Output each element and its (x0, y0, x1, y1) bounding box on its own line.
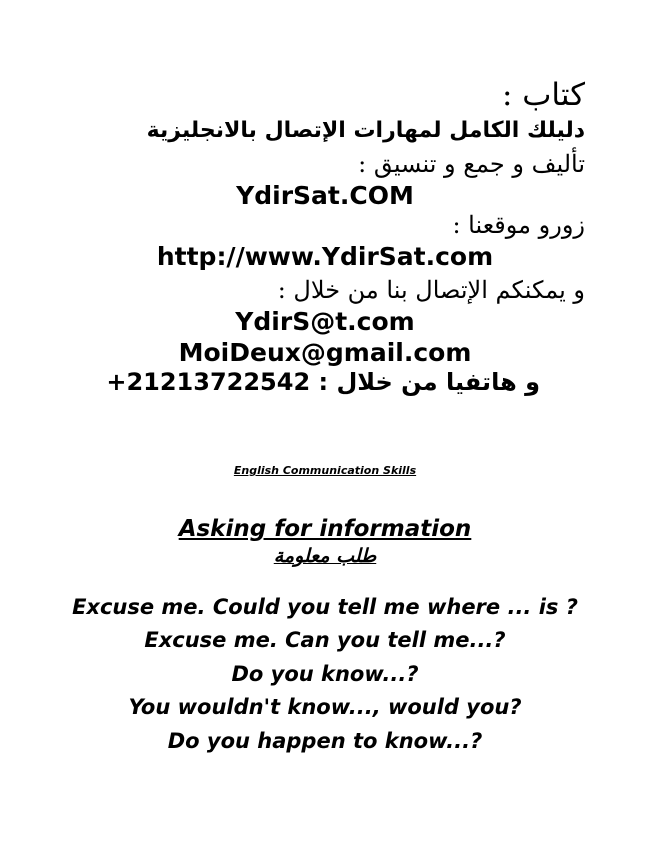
topic-title-arabic: طلب معلومة (273, 545, 377, 567)
book-label: كتاب : (501, 77, 585, 113)
visit-label: زورو موقعنا : (452, 211, 585, 239)
book-title: دليلك الكامل لمهارات الإتصال بالانجليزية (146, 118, 585, 143)
author-label: تأليف و جمع و تنسيق : (358, 150, 585, 178)
contact-label: و يمكنكم الإتصال بنا من خلال : (277, 276, 585, 304)
phrase-item: Do you know...? (231, 662, 419, 686)
phrase-item: Excuse me. Could you tell me where ... is ? (72, 595, 578, 619)
phrase-item: Do you happen to know...? (167, 729, 483, 753)
topic-title-english: Asking for information (178, 516, 472, 542)
phone-line: و هاتفيا من خلال : 21213722542+ (106, 368, 540, 396)
phrase-item: You wouldn't know..., would you? (128, 695, 522, 719)
site-url-link[interactable]: http://www.YdirSat.com (156, 242, 494, 271)
section-title: English Communication Skills (233, 464, 417, 477)
site-name: YdirSat.COM (236, 181, 414, 210)
email-link-secondary[interactable]: MoiDeux@gmail.com (178, 338, 472, 367)
email-link-primary[interactable]: YdirS@t.com (235, 307, 415, 336)
phrase-item: Excuse me. Can you tell me...? (144, 628, 506, 652)
